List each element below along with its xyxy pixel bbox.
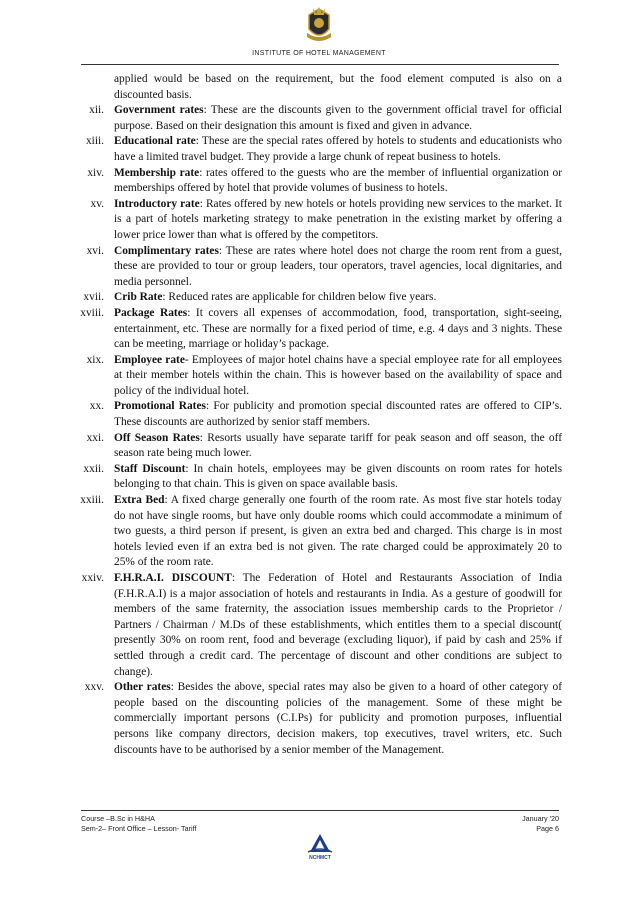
list-item <box>68 306 562 353</box>
list-item <box>68 462 562 493</box>
institute-emblem-icon <box>303 5 335 45</box>
item-text: Rates offered by new hotels or hotels providing new services to the market. It is a part of hotels marketing strategy to make penetration in the existing market by offering a lower price lower than what is offered by the competitors. <box>114 197 562 241</box>
footer-date: January '20 <box>522 814 559 823</box>
item-number: xvii. <box>83 291 104 304</box>
list-item <box>68 197 562 244</box>
main-content <box>68 72 562 758</box>
item-term: Package Rates <box>114 306 188 319</box>
item-text: rates offered to the guests who are the member of influential organization or memberships offered by hotel that provide volumes of business to hotels. <box>114 166 562 195</box>
item-number: xxi. <box>86 431 104 444</box>
item-term: Educational rate <box>114 135 196 148</box>
item-separator: : <box>199 166 206 179</box>
item-body <box>114 680 562 758</box>
footer-lesson: Sem-2– Front Office – Lesson- Tariff <box>81 824 197 833</box>
list-item <box>68 244 562 291</box>
item-number: xxiii. <box>80 494 104 507</box>
item-term: F.H.R.A.I. DISCOUNT <box>114 572 232 584</box>
item-term: Government rates <box>114 104 204 117</box>
list-item <box>68 166 562 197</box>
list-item <box>68 134 562 165</box>
list-item <box>68 399 562 430</box>
item-separator: : <box>218 244 226 257</box>
list-item <box>68 431 562 462</box>
item-separator: : <box>170 681 178 694</box>
item-term: Introductory rate <box>114 197 200 210</box>
item-body <box>114 353 562 400</box>
item-body <box>114 197 562 244</box>
item-term: Other rates <box>114 681 171 694</box>
nchmct-logo-icon <box>306 832 334 860</box>
item-text: In chain hotels, employees may be given discounts on room rates for hotels belonging to that chain. This is given on space available basis. <box>114 462 562 491</box>
item-body <box>114 462 562 493</box>
footer-course-info <box>81 814 196 834</box>
list-item <box>68 290 562 306</box>
footer-divider <box>81 810 559 811</box>
item-number: xiv. <box>87 166 104 179</box>
item-text: For publicity and promotion special discounted rates are offered to CIP’s. These discounts are authorized by senior staff members. <box>114 400 562 429</box>
item-separator: : <box>162 291 169 304</box>
item-term: Staff Discount <box>114 462 186 475</box>
nchmct-logo-text: NCHMCT <box>309 855 331 860</box>
item-text: These are the discounts given to the government official travel for official purpose. Based on their designation this amount is fixed and given in advance. <box>114 104 563 132</box>
item-text: A fixed charge generally one fourth of the room rate. As most five star hotels today do not have single rooms, but have only double rooms which could accommodate a minimum of two guests, a third person if present, is given an extra bed and charged. This charge is in most hotels levied even if an extra bed is not given. The rate charged could be approximately 20 to 25% of the room rate. <box>114 494 562 569</box>
item-number: xx. <box>89 400 104 413</box>
continuation-text: applied would be based on the requirement, but the food element computed is also on a discounted basis. <box>114 73 562 101</box>
list-item <box>68 353 562 400</box>
item-text: The Federation of Hotel and Restaurants Association of India (F.H.R.A.I) is a major association of hotels and restaurants in India. As a gesture of goodwill for members of the same fraternity, the association issues membership cards to the Proprietor / Partners / Chairman / M.Ds of these establishments, which entitles them to a special discount( presently 30% on room rent, food and beverage (excluding liquor), if paid by cash and 25% if settled through a credit card. The percentage of discount and other conditions are subject to change). <box>114 572 562 678</box>
item-number: xviii. <box>80 306 104 319</box>
item-term: Employee rate <box>114 353 185 366</box>
item-number: xii. <box>89 104 104 117</box>
item-body <box>114 134 562 165</box>
item-text: These are the special rates offered by hotels to students and educationists who have a limited travel budget. They provide a large chunk of repeat business to hotels. <box>114 135 562 163</box>
item-separator: : <box>164 494 171 507</box>
item-body <box>114 103 562 134</box>
item-separator: : <box>231 572 243 584</box>
item-body <box>114 399 562 430</box>
item-body <box>114 571 562 680</box>
item-term: Crib Rate <box>114 291 163 304</box>
item-separator: : <box>205 400 214 413</box>
footer-page-number: Page 6 <box>536 824 559 833</box>
item-number: xvi. <box>86 244 104 257</box>
item-number: xxv. <box>84 681 104 694</box>
item-term: Extra Bed <box>114 494 165 507</box>
item-separator: - <box>184 353 192 366</box>
item-separator: : <box>187 306 196 319</box>
item-body <box>114 306 562 353</box>
item-text: These are rates where hotel does not charge the room rent from a guest, these are provided to tour or group leaders, tour operators, travel agencies, local dignitaries, and media personnel. <box>114 244 563 288</box>
item-body <box>114 244 562 291</box>
item-text: Reduced rates are applicable for children below five years. <box>168 291 437 304</box>
footer-course: Course –B.Sc in H&HA <box>81 814 155 823</box>
item-body <box>114 431 562 462</box>
item-separator: : <box>199 431 208 444</box>
item-term: Promotional Rates <box>114 400 206 413</box>
item-term: Off Season Rates <box>114 431 200 444</box>
item-term: Complimentary rates <box>114 244 219 257</box>
item-term: Membership rate <box>114 166 200 179</box>
item-text: Employees of major hotel chains have a special employee rate for all employees at their member hotels within the chain. This is however based on the availability of space and policy of the individual hotel. <box>114 353 562 397</box>
list-item <box>68 571 562 680</box>
item-separator: : <box>185 462 194 475</box>
item-body <box>114 166 562 197</box>
list-item <box>68 493 562 571</box>
item-separator: : <box>203 104 211 117</box>
item-number: xiii. <box>85 135 104 148</box>
header-divider <box>81 64 559 65</box>
item-number: xv. <box>90 197 104 210</box>
item-number: xxiv. <box>81 572 104 584</box>
item-body <box>114 290 562 306</box>
item-number: xix. <box>86 353 104 366</box>
item-body <box>114 493 562 571</box>
item-separator: : <box>195 135 202 148</box>
item-separator: : <box>199 197 206 210</box>
list-item <box>68 103 562 134</box>
list-item <box>68 680 562 758</box>
item-text: It covers all expenses of accommodation, food, transportation, sight-seeing, entertainment, etc. These are normally for a fixed period of time, e.g. 4 days and 3 nights. These can be meeting, marriage or holiday’s package. <box>114 306 563 351</box>
item-number: xxii. <box>83 462 104 475</box>
item-text: Besides the above, special rates may also be given to a hoard of other category of people based on the discounting policies of the management. Some of these might be commercially important persons (C.I.Ps) for publicity and promotion purposes, influential persons like company directors, decision makers, top executives, travel writers, etc. Such discounts have to be authorised by a senior member of the Management. <box>114 681 562 756</box>
footer-page-info <box>522 814 559 834</box>
rate-list <box>68 103 562 758</box>
page-header-title: INSTITUTE OF HOTEL MANAGEMENT <box>252 50 386 57</box>
item-text: Resorts usually have separate tariff for peak season and off season, the off season rate being much lower. <box>114 431 562 460</box>
